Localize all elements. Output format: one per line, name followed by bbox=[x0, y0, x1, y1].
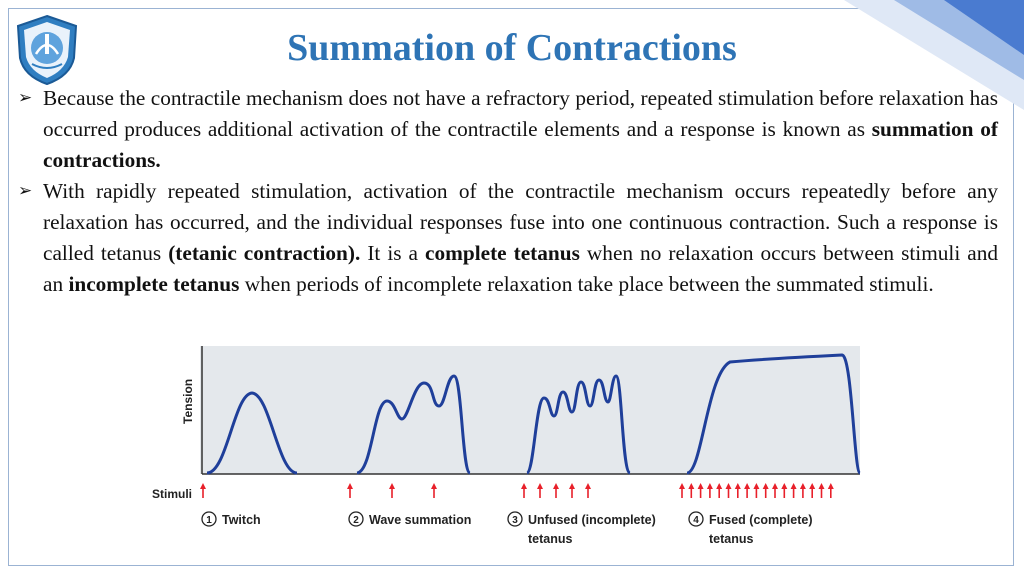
slide-body bbox=[18, 83, 998, 300]
stimulus-arrow-icon bbox=[688, 483, 694, 498]
stimulus-arrow-icon bbox=[753, 483, 759, 498]
bullet-bold-term: (tetanic contraction). bbox=[168, 241, 361, 265]
bullet-bold-term: complete tetanus bbox=[425, 241, 580, 265]
bullet-text: when no relaxation occurs between stimuli and an bbox=[43, 241, 999, 296]
summation-figure bbox=[152, 346, 862, 556]
stimulus-arrow-icon bbox=[800, 483, 806, 498]
stimulus-arrow-icon bbox=[819, 483, 825, 498]
panel-number: 4 bbox=[693, 515, 699, 526]
plot-background bbox=[200, 346, 860, 474]
stimulus-arrow-icon bbox=[791, 483, 797, 498]
panel-number: 1 bbox=[206, 515, 212, 526]
stimulus-arrow-icon bbox=[763, 483, 769, 498]
bullet-item bbox=[18, 176, 998, 300]
panel-label: Wave summation bbox=[369, 513, 472, 527]
bullet-text: It is a bbox=[360, 241, 426, 265]
stimulus-arrow-icon bbox=[200, 483, 206, 498]
y-axis-label: Tension bbox=[181, 378, 195, 424]
panel-label-wave-summation bbox=[349, 512, 471, 527]
panel-label-line2: tetanus bbox=[528, 532, 573, 546]
bullet-arrow-icon: ➢ bbox=[18, 181, 33, 201]
stimulus-arrow-icon bbox=[698, 483, 704, 498]
stimulus-arrow-icon bbox=[744, 483, 750, 498]
stimuli-label: Stimuli bbox=[152, 487, 193, 501]
stimulus-arrow-icon bbox=[772, 483, 778, 498]
bullet-text: when periods of incomplete relaxation take place between the summated stimuli. bbox=[239, 272, 934, 296]
panel-label: Fused (complete) bbox=[709, 513, 813, 527]
bullet-text: With rapidly repeated stimulation, activation of the contractile mechanism occurs repeatedly before any relaxation has occurred, and the individual responses fuse into one continuous contraction. Such a response is called tetanus bbox=[43, 179, 998, 265]
panel-label-fused-tetanus bbox=[689, 512, 813, 546]
stimulus-arrow-icon bbox=[828, 483, 834, 498]
stimulus-arrow-icon bbox=[521, 483, 527, 498]
stimulus-arrow-icon bbox=[347, 483, 353, 498]
stimuli-arrows bbox=[200, 483, 834, 498]
panel-number: 2 bbox=[353, 515, 359, 526]
stimulus-arrow-icon bbox=[809, 483, 815, 498]
slide-title: Summation of Contractions bbox=[287, 27, 737, 69]
panel-label: Twitch bbox=[222, 513, 261, 527]
stimulus-arrow-icon bbox=[735, 483, 741, 498]
stimulus-arrow-icon bbox=[553, 483, 559, 498]
stimulus-arrow-icon bbox=[389, 483, 395, 498]
stimulus-arrow-icon bbox=[716, 483, 722, 498]
panel-label-unfused-tetanus bbox=[508, 512, 656, 546]
panel-label-twitch bbox=[202, 512, 261, 527]
panel-label-line2: tetanus bbox=[709, 532, 754, 546]
bullet-bold-term: summation of contractions. bbox=[43, 117, 998, 172]
stimulus-arrow-icon bbox=[726, 483, 732, 498]
bullet-item bbox=[18, 83, 998, 176]
stimulus-arrow-icon bbox=[431, 483, 437, 498]
stimulus-arrow-icon bbox=[585, 483, 591, 498]
panel-label: Unfused (incomplete) bbox=[528, 513, 656, 527]
stimulus-arrow-icon bbox=[537, 483, 543, 498]
stimulus-arrow-icon bbox=[707, 483, 713, 498]
stimulus-arrow-icon bbox=[679, 483, 685, 498]
stimulus-arrow-icon bbox=[569, 483, 575, 498]
bullet-text: Because the contractile mechanism does not have a refractory period, repeated stimulation before relaxation has occurred produces additional activation of the contractile elements and a response is known as bbox=[43, 86, 998, 141]
panel-number: 3 bbox=[512, 515, 518, 526]
bullet-bold-term: incomplete tetanus bbox=[68, 272, 240, 296]
stimulus-arrow-icon bbox=[781, 483, 787, 498]
bullet-arrow-icon: ➢ bbox=[18, 88, 33, 108]
